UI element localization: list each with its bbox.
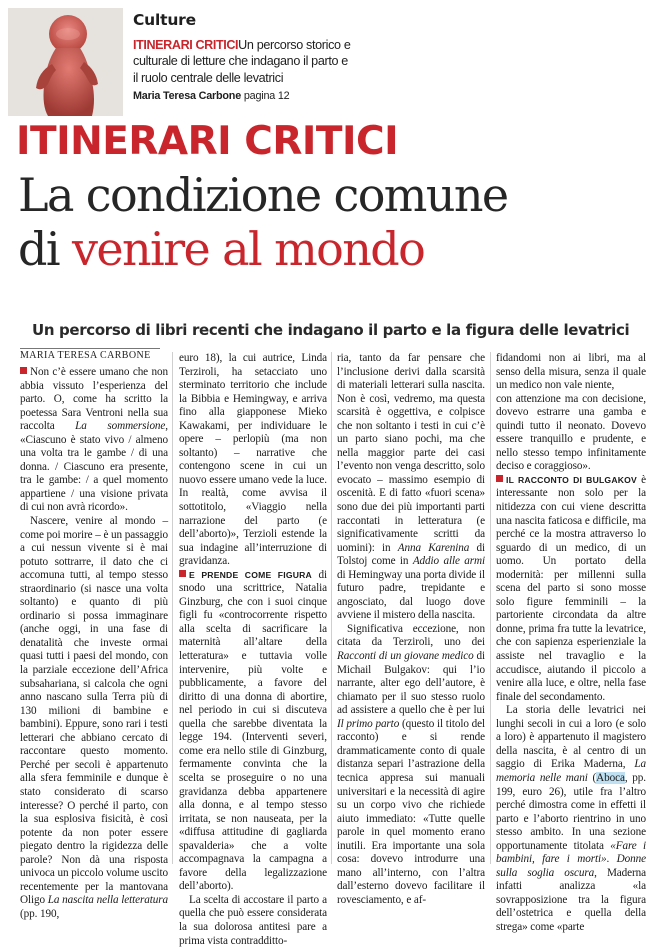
- text-run: di snodo una scrittrice, Natalia Ginzburg, che con i suoi cinque figli fu «controcorrente rispetto alla scelta di sacrificare la maternità all’altare della letteratura» e tuttavia volle intervenire, più volte e pubblicamente, a favore del diritto di una donna di abortire, nel periodo in cui si discuteva quella che sarebbe diventata la legge 194. (Interventi severi, come era nello stile di Ginzburg, fermamente convinta che la scelta se proseguire o no una gravidanza debba appartenere alla donna, e al tempo stesso irritata, se non nauseata, per la «diffusa attitudine di gagliarda spavalderia» che a volte accompagnava la campagna a favore della legalizzazione dell’aborto).: [179, 568, 327, 893]
- book-title: Racconti di un giovane medico: [337, 650, 474, 663]
- paragraph: [179, 894, 327, 948]
- section-lead-caps: E PRENDE COME FIGURA: [189, 569, 312, 580]
- teaser-kicker: ITINERARI CRITICI: [133, 38, 239, 52]
- column-divider: [172, 352, 173, 864]
- section-title: «Fare i bambini, fare i morti»: [496, 839, 646, 866]
- book-title: Anna Karenina: [397, 541, 470, 554]
- text-run: , pp. 199, euro 26), utile fra l’altro perché dimostra come in effetti il parto e l’aborto rientrino in uno stesso ambito. In una sezione opportunamente titolata: [496, 771, 646, 852]
- paragraph: [496, 393, 646, 474]
- section-title: Donne sulla soglia oscura: [496, 853, 646, 879]
- highlighted-publisher[interactable]: Aboca: [596, 771, 625, 784]
- red-square-icon: [179, 570, 186, 577]
- book-title: La nascita nella letteratura: [47, 894, 168, 907]
- headline-line-2: [18, 222, 658, 276]
- section-label: Culture: [133, 11, 196, 29]
- text-run: La storia delle levatrici nei lunghi secoli in cui a loro (e solo a loro) è appartenuto il magistero della nascita, è al centro di un saggio di Erika Maderna,: [496, 704, 646, 771]
- book-title: Addio alle armi: [412, 555, 485, 568]
- paragraph: [20, 515, 168, 921]
- newborn-figure-image: [8, 8, 123, 116]
- text-run: ria, tanto da far pensare che l’inclusione derivi dalla scarsità di materiali letterari sulla nascita. Non è così, vedremo, ma questa scarsità è oggettiva, e colpisce che non soltanto i testi in cui c’è un parto siano pochi, ma che nella maggior parte dei casi l’evento non venga descritto, solo evocato – massimo esempio di oscenità. E di fatto «fuori scena» sono due dei più importanti parti raccontati in letteratura (e significativamente scritti da uomini): in: [337, 352, 485, 554]
- text-run: Significativa eccezione, non citata da Terziroli, uno dei: [337, 622, 485, 649]
- paragraph: [179, 569, 327, 894]
- text-run: (: [587, 771, 597, 784]
- teaser-byline: [133, 90, 355, 102]
- article-headline: [18, 168, 658, 276]
- column-divider: [331, 352, 332, 864]
- text-run: euro 18), la cui autrice, Linda Terziroli, ha setacciato uno sterminato territorio che include la Bibbia e Hemingway, e arriva fino alla giapponese Mieko Kawakami, per individuare le opere – perlopiù (ma non soltanto) – narrative che contengono scene in cui un nuovo essere umano vede la luce. In realtà, come avvisa il sottotitolo, «Viaggio nella narrazione del parto (e dell’aborto)», Terzioli estende la sua indagine all’interruzione di gravidanza.: [179, 352, 327, 568]
- book-title: La memoria nelle mani: [496, 758, 646, 784]
- text-run: , Maderna infatti analizza «la sovrapposizione tra la figura dell’ostetrica e quella della strega» come «parte: [496, 866, 647, 933]
- headline-line-2-prefix: di: [18, 222, 72, 276]
- text-run: con attenzione ma con decisione, dovevo estrarre una gamba e quindi tutto il neonato. Dovevo essere tranquillo e prudente, e nello stesso tempo infinitamente deciso e coraggioso».: [496, 392, 646, 473]
- teaser-blurb-text: Un percorso storico e culturale di letture che indagano il parto e il ruolo centrale delle levatrici: [133, 38, 351, 85]
- article-kicker: ITINERARI CRITICI: [16, 119, 399, 164]
- column-divider: [490, 352, 491, 864]
- paragraph: [496, 474, 646, 704]
- teaser-photo: [8, 8, 123, 116]
- text-run: di Hemingway una porta divide il futuro padre, trepidante e angosciato, dal luogo dove avviene il mistero della nascita.: [337, 568, 485, 622]
- text-run: .: [606, 853, 617, 866]
- article-column-2: [179, 352, 327, 948]
- text-run: La scelta di accostare il parto a quella che può essere considerata la sua dolorosa antitesi pare a prima vista contradditto-: [179, 893, 327, 947]
- article-subhead: Un percorso di libri recenti che indagano il parto e la figura delle levatrici: [32, 321, 630, 339]
- text-run: , «Ciascuno è stato vivo / almeno una volta tra le gambe / di una donna. / Ciascuno era presente, tra le gambe: / a quel momento appartiene / una visione privata di cui non avrà ricordo».: [20, 420, 168, 514]
- teaser-box[interactable]: [8, 8, 353, 116]
- paragraph: [496, 704, 646, 934]
- book-title: La sommersione: [75, 420, 166, 433]
- text-run: fidandomi non ai libri, ma al senso della misura, senza il quale un medico non vale niente,: [496, 352, 646, 392]
- article-byline: MARIA TERESA CARBONE: [20, 350, 151, 361]
- text-run: Non c’è essere umano che non abbia vissuto l’esperienza del parto. O, come ha scritto la poetessa Sara Ventroni nella sua raccolta: [20, 366, 168, 433]
- text-run: (questo il titolo del racconto) e si rende drammaticamente conto di quale distanza separi l’astrazione della tecnica appresa sui manuali universitari e la necessità di agire su un corpo vivo che richiede aiuto immediato: «Tutte quelle parole in quel momento erano inutili. Era importante una sola cosa: dovevo introdurre una mano all’interno, con l’altra dall’esterno dovevo facilitare il rovesciamento, e af-: [337, 717, 485, 906]
- headline-highlight: venire al mondo: [71, 222, 425, 276]
- text-run: di Michail Bulgakov: qui l’io narrante, alter ego dell’autore, è chiamato per il suo stesso ruolo ad assistere a quello che è per lui: [337, 650, 485, 717]
- headline-line-1: La condizione comune: [18, 168, 508, 222]
- section-lead-caps: IL RACCONTO DI BULGAKOV: [506, 474, 637, 485]
- paragraph: [179, 352, 327, 569]
- byline-rule: [20, 348, 160, 349]
- article-column-4: [496, 352, 646, 935]
- paragraph: [337, 623, 485, 907]
- paragraph: [20, 366, 168, 515]
- text-run: di Tolstoj come in: [337, 541, 485, 568]
- text-run: (pp. 190,: [20, 907, 60, 920]
- teaser-blurb: [133, 37, 355, 86]
- text-run: è interessante non solo per la nitidezza con cui viene descritta una nascita faticosa e difficile, ma perché ce la mostra attraverso lo sguardo di un medico, di un uomo. Un portato della modernità: per millenni sulla scena del parto si sono mosse solo figure femminili – la partoriente circondata da altre donne, prima fra tutte la levatrice, che con sapienza esperienziale la assiste nel travaglio e la accudisce, aiutando il piccolo a venire alla luce, e oltre, nella fase finale del secondamento.: [496, 473, 646, 703]
- red-square-icon: [496, 475, 503, 482]
- article-column-1: [20, 366, 168, 921]
- book-title: Il primo parto: [337, 717, 400, 730]
- paragraph: [496, 352, 646, 393]
- article-column-3: [337, 352, 485, 907]
- text-run: Nascere, venire al mondo – come poi morire – è un passaggio a cui nessun vivente si è mai potuto sottrarre, il dato che ci accomuna tutti, al tempo stesso straordinario (si nasce una volta soltanto) e quanto di più ordinario si possa immaginare (anche oggi, in una fase di denatalità che investe ormai quasi tutti i paesi del mondo, con la parziale eccezione dell’Africa subsahariana, si calcola che ogni anno nascano sulla Terra più di 130 milioni di bambine e bambini). Eppure, sono rari i testi letterari che abbiano cercato di raccontare questo momento. Perché per secoli è appartenuto alla sfera femminile e dunque è stato considerato di scarso interesse? O perché il parto, con la sua esplosiva fisicità, è così potente da non poter essere piegato dentro la rigidezza delle parole? Non dà una risposta univoca un piccolo volume uscito recentemente per la mantovana Oligo: [20, 515, 168, 907]
- teaser-text: [133, 8, 355, 102]
- red-square-icon: [20, 367, 27, 374]
- teaser-page-ref[interactable]: pagina 12: [243, 90, 290, 103]
- teaser-author: Maria Teresa Carbone: [133, 90, 242, 103]
- paragraph: [337, 352, 485, 623]
